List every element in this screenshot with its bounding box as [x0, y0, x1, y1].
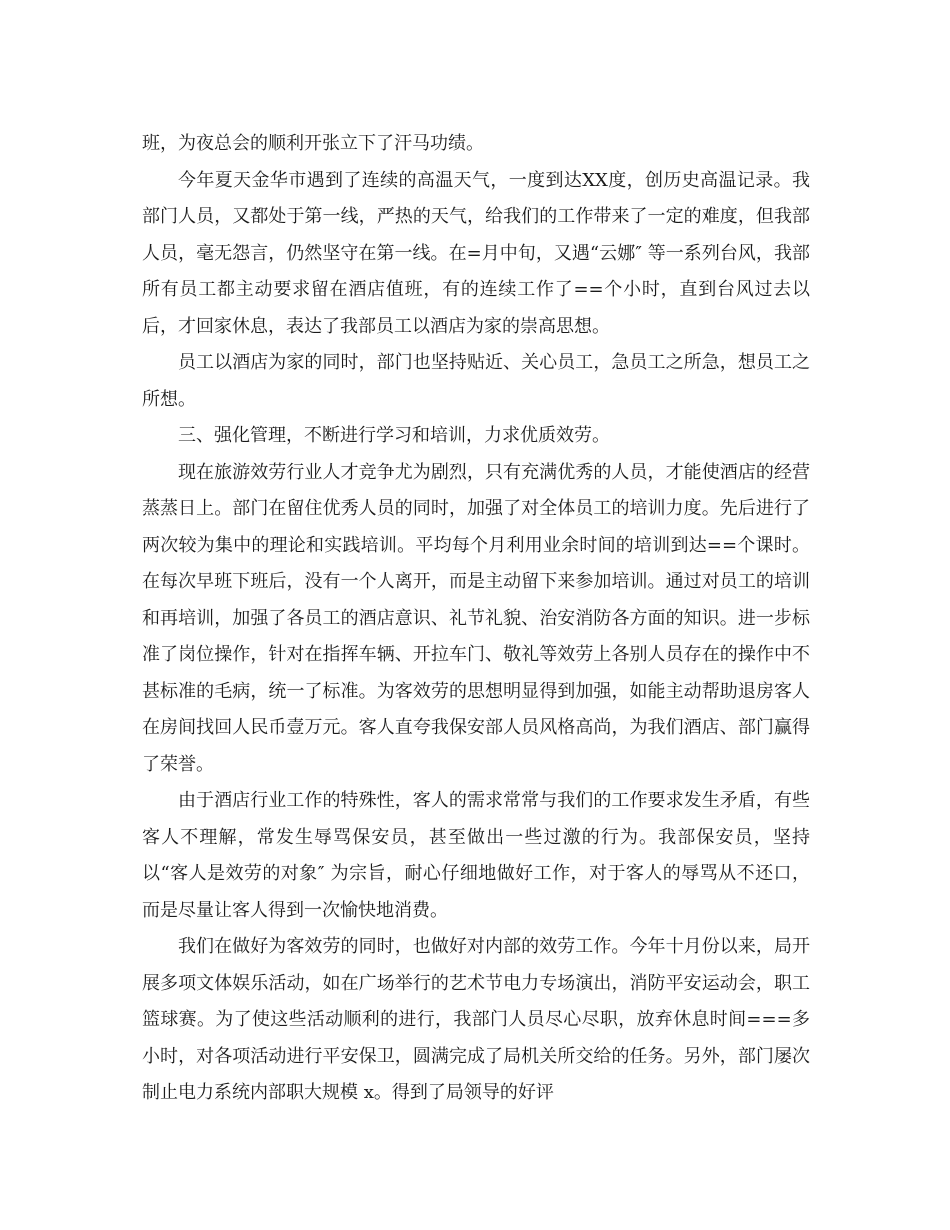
- paragraph-1: 班，为夜总会的顺利开张立下了汗马功绩。: [142, 133, 484, 154]
- paragraph-5: 现在旅游效劳行业人才竞争尤为剧烈，只有充满优秀的人员，才能使酒店的经营蒸蒸日上。部门在留住优秀人员的同时，加强了对全体员工的培训力度。先后进行了两次较为集中的理论和实践培训。平均每个月利用业余时间的培训到达==个课时。在每次早班下班后，没有一个人离开，而是主动留下来参加培训。通过对员工的培训和再培训，加强了各员工的酒店意识、礼节礼貌、治安消防各方面的知识。进一步标准了岗位操作，针对在指挥车辆、开拉车门、敬礼等效劳上各别人员存在的操作中不甚标准的毛病，统一了标准。为客效劳的思想明显得到加强，如能主动帮助退房客人在房间找回人民币壹万元。客人直夸我保安部人员风格高尚，为我们酒店、部门赢得了荣誉。: [142, 461, 810, 775]
- document-body: [142, 126, 810, 1112]
- paragraph-2: 今年夏天金华市遇到了连续的高温天气，一度到达XX度，创历史高温记录。我部门人员，又都处于第一线，严热的天气，给我们的工作带来了一定的难度，但我部人员，毫无怨言，仍然坚守在第一线。在=月中旬，又遇“云娜″ 等一系列台风，我部所有员工都主动要求留在酒店值班，有的连续工作了==个小时，直到台风过去以后，才回家休息，表达了我部员工以酒店为家的崇高思想。: [142, 169, 810, 337]
- paragraph-7: 我们在做好为客效劳的同时，也做好对内部的效劳工作。今年十月份以来，局开展多项文体娱乐活动，如在广场举行的艺术节电力专场演出，消防平安运动会，职工篮球赛。为了使这些活动顺利的进行，我部门人员尽心尽职，放弃休息时间===多小时，对各项活动进行平安保卫，圆满完成了局机关所交给的任务。另外，部门屡次制止电力系统内部职大规模 x。得到了局领导的好评: [142, 936, 810, 1103]
- paragraph-3: 员工以酒店为家的同时，部门也坚持贴近、关心员工，急员工之所急，想员工之所想。: [142, 352, 810, 410]
- paragraph-6: 由于酒店行业工作的特殊性，客人的需求常常与我们的工作要求发生矛盾，有些客人不理解，常发生辱骂保安员，甚至做出一些过激的行为。我部保安员，坚持以“客人是效劳的对象″ 为宗旨，耐心仔细地做好工作，对于客人的辱骂从不还口，而是尽量让客人得到一次愉快地消费。: [142, 790, 810, 921]
- section-heading-3: 三、强化管理，不断进行学习和培训，力求优质效劳。: [178, 425, 610, 446]
